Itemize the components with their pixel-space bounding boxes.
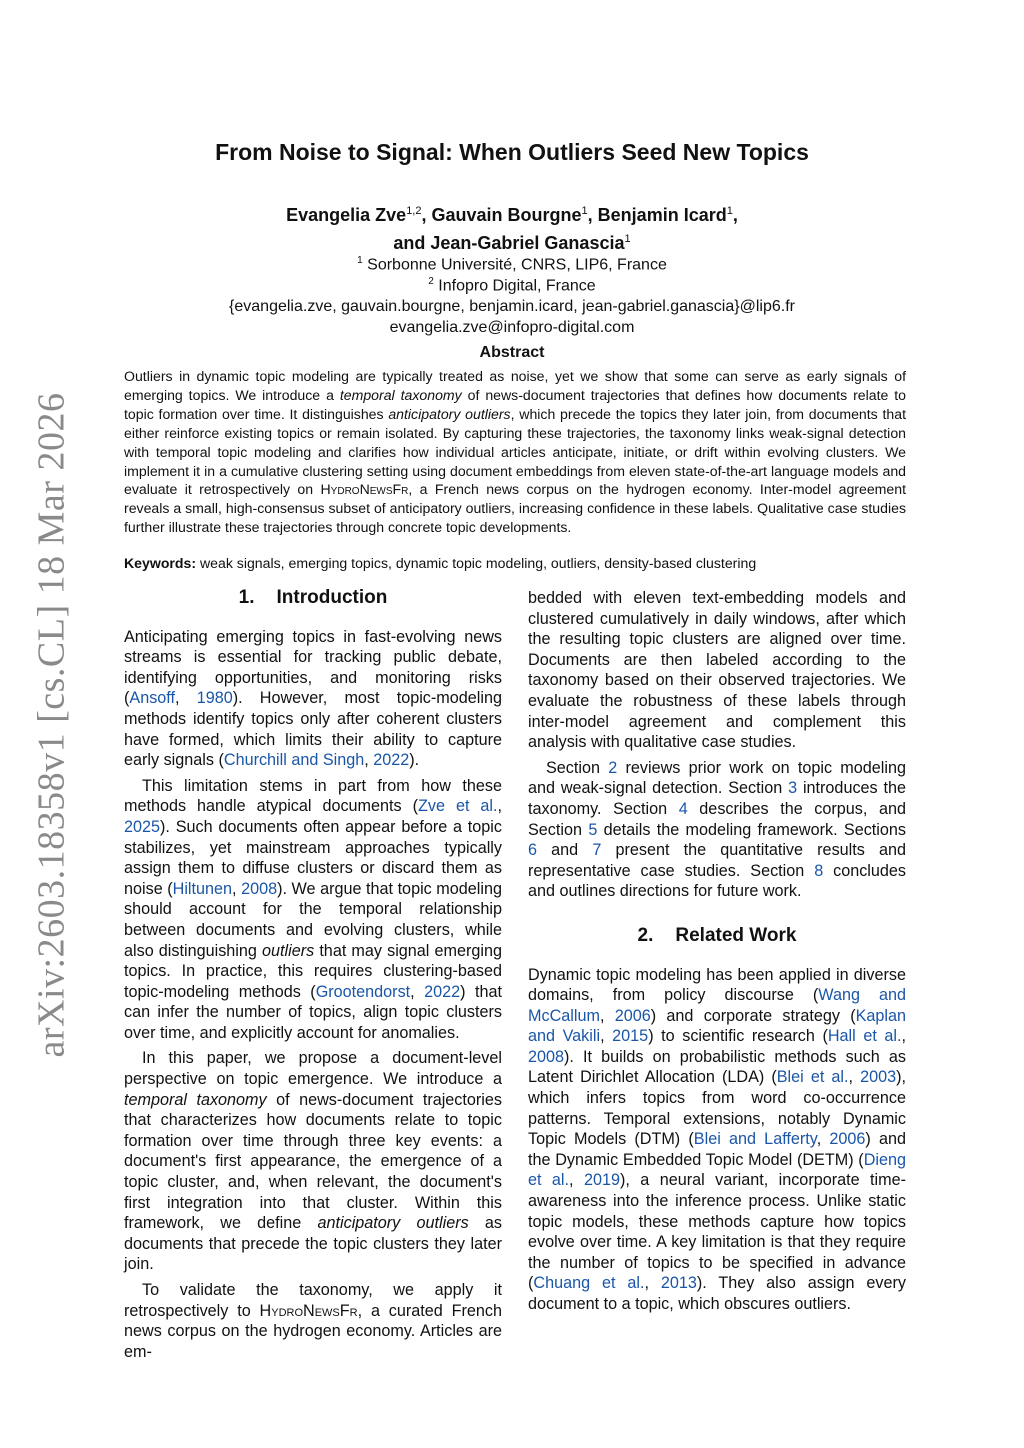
text: ) and the Dynamic Embedded Topic Model (DETM) ( [528,1130,906,1169]
citation-link[interactable]: 2025 [124,817,161,836]
author-name: Gauvain Bourgne [431,205,582,225]
citation-link[interactable]: Churchill and Singh [223,751,365,770]
text: Section [546,758,609,777]
citation-link[interactable]: 2003 [860,1068,897,1087]
author-affil-mark: 1 [581,205,588,217]
citation-link[interactable]: 2022 [424,982,461,1001]
citation-link[interactable]: Hiltunen [172,879,233,898]
arxiv-id: arXiv:2603.18358v1 [cs.CL] 18 Mar 2026 [30,392,73,1058]
text: details the modeling framework. Sections [597,820,906,839]
citation-link[interactable]: Kaplan and Vakili [528,1006,907,1046]
column-right [528,588,906,1320]
citation-link[interactable]: Ansoff [129,689,175,708]
section-number: 1. [238,587,255,608]
keywords-label: Keywords: [124,555,197,571]
text: ). However, most topic-modeling methods identify topics only after coherent clusters have formed, which limits their ability to capture early signals ( [124,689,502,770]
text: This limitation stems in part from how these methods handle atypical documents ( [124,776,502,816]
text: ) that can infer the number of topics, align topic clusters over time, and explicitly account for anomalies. [124,982,503,1042]
text: ) to scientific research ( [648,1027,828,1046]
email-line-1: {evangelia.zve, gauvain.bourgne, benjamin.icard, jean-gabriel.ganascia}@lip6.fr [229,298,795,315]
affiliation-text: Sorbonne Université, CNRS, LIP6, France [367,256,667,274]
section-number: 2. [637,924,654,946]
text: present the quantitative results and representative case studies. Section [528,841,906,880]
author-affil-mark: 1 [726,205,733,217]
text: ). We argue that topic modeling should account for the temporal relationship between documents and evolving clusters, while also distinguishing [124,879,502,960]
author-affil-mark: 1 [624,233,631,245]
text: , [364,751,374,770]
text-flow-to-right-column: , a curated French news corpus on the hydrogen economy. Articles are em- [124,1301,502,1361]
affiliation-number: 1 [357,255,363,266]
citation-link[interactable]: 2022 [373,751,410,770]
text: , [816,1130,830,1149]
citation-link[interactable]: 2008 [528,1047,565,1066]
abstract-heading: Abstract [479,344,545,361]
citation-link[interactable]: Blei and Lafferty [693,1130,817,1149]
text: ), which infers topics from word co-occurrence patterns. Temporal extensions, notably Dynamic Topic Models (DTM) ( [528,1068,906,1149]
author-separator: , [587,205,598,225]
abstract-emphasis: temporal taxonomy [339,386,462,403]
text: concludes and outlines directions for future work. [528,861,907,901]
keywords [124,554,906,573]
citation-link[interactable]: 2006 [614,1006,651,1025]
citation-link[interactable]: Zve et al. [418,797,498,816]
text: ), a neural variant, incorporate time-awareness into the inference process. Unlike static topic models, these methods capture how topics evolve over time. A key limitation is that they require the number of topics to be specified in advance ( [528,1171,906,1293]
section-ref-link[interactable]: 2 [608,758,618,777]
text: ). It builds on probabilistic methods such as Latent Dirichlet Allocation (LDA) ( [528,1047,906,1087]
abstract-emphasis: anticipatory outliers [388,405,511,422]
citation-link[interactable]: Hall et al. [827,1027,902,1046]
abstract-text: , a French news corpus on the hydrogen economy. Inter-model agreement reveals a small, high-consensus subset of anticipatory outliers, increasing confidence in these labels. Qualitative case studies further illustrate these trajectories through concrete topic developments. [124,481,907,536]
intro-paragraph-5 [528,758,906,902]
intro-paragraph-3 [124,1048,502,1275]
citation-link[interactable]: 2006 [829,1130,866,1149]
text: , [599,1006,615,1025]
affiliation-number: 2 [428,276,434,287]
citation-link[interactable]: 2013 [660,1274,697,1293]
author-separator: , [421,205,432,225]
emphasis: temporal taxonomy [124,1090,267,1109]
citation-link[interactable]: 1980 [196,689,233,708]
related-paragraph-1 [528,965,906,1315]
section-title: Related Work [675,924,797,946]
citation-link[interactable]: Chuang et al. [533,1274,645,1293]
intro-paragraph-2 [124,776,502,1044]
text: ). They also assign every document to a topic, which obscures outliers. [528,1274,906,1313]
section-heading-related-work [528,926,906,947]
citation-link[interactable]: Dieng et al. [528,1150,906,1190]
text: , [569,1171,584,1190]
emphasis: anticipatory outliers [317,1214,469,1233]
text: that may signal emerging topics. In practice, this requires clustering-based topic-modeling methods ( [124,941,503,1001]
text: describes the corpus, and Section [528,799,906,839]
citation-link[interactable]: 2015 [612,1027,649,1046]
author-name: and Jean-Gabriel Ganascia [393,233,625,253]
text: , [497,797,502,816]
abstract-text: of news-document trajectories that defines how documents relate to topic formation over time. It distinguishes [124,386,907,422]
text: , [848,1068,861,1087]
text: , [644,1274,661,1293]
text: In this paper, we propose a document-level perspective on topic emergence. We introduce a [124,1049,502,1089]
section-title: Introduction [276,587,388,608]
citation-link[interactable]: 2019 [583,1171,620,1190]
text: bedded with eleven text-embedding models and clustered cumulatively in daily windows, after which the resulting topic clusters are aligned over time. Documents are then labeled according to the taxonomy based on their observed trajectories. We evaluate the robustness of these labels through inter-model agreement and complement this analysis with qualitative case studies. [528,589,906,752]
citation-link[interactable]: Grootendorst [315,982,411,1001]
text: and [537,841,593,860]
author-affil-mark: 1,2 [406,205,422,217]
corpus-name: HydroNewsFr [259,1301,358,1320]
author-name: Benjamin Icard [597,205,727,225]
email-line-2: evangelia.zve@infopro-digital.com [389,319,635,336]
author-name: Evangelia Zve [286,205,407,225]
text: , [901,1027,907,1046]
text: introduces the taxonomy. Section [528,779,906,818]
paper-title: From Noise to Signal: When Outliers Seed New Topics [215,139,809,165]
section-ref-link[interactable]: 8 [814,861,824,880]
intro-paragraph-1 [124,627,502,771]
author-separator: , [732,205,738,225]
text: ). [409,751,420,770]
corpus-name: HydroNewsFr [320,481,409,498]
affiliation-2 [0,271,1024,296]
text: of news-document trajectories that characterizes how documents relate to topic formation over time through three key events: a document's first appearance, the emergence of a topic cluster, and, when relevant, the document's first integration into that cluster. Within this framework, we define [124,1090,502,1233]
abstract-text: Outliers in dynamic topic modeling are typically treated as noise, yet we show that some can serve as early signals of emerging topics. We introduce a [124,368,906,403]
text: ). Such documents often appear before a topic stabilizes, yet mainstream approaches typically assign them to diffuse clusters or discard them as noise ( [124,817,502,898]
citation-link[interactable]: 2008 [241,879,278,898]
text: Anticipating emerging topics in fast-evolving news streams is essential for tracking public debate, identifying opportunities, and monitoring risks ( [124,627,502,708]
text: reviews prior work on topic modeling and weak-signal detection. Section [528,758,906,798]
section-ref-link[interactable]: 4 [678,799,688,818]
section-ref-link[interactable]: 3 [788,779,798,798]
affiliation-text: Infopro Digital, France [438,277,596,295]
intro-paragraph-4-start [124,1280,502,1362]
author-list [0,199,1024,255]
text: , [410,982,425,1001]
section-ref-link[interactable]: 6 [528,841,538,860]
arxiv-sidebar-stamp [26,392,76,1058]
text: To validate the taxonomy, we apply it retrospectively to [124,1281,502,1320]
text: as documents that precede the topic clusters they later join. [124,1214,502,1274]
keywords-text: weak signals, emerging topics, dynamic topic modeling, outliers, density-based clustering [196,555,757,571]
text: , [175,689,197,708]
section-ref-link[interactable]: 5 [588,820,598,839]
column-left [124,588,502,1362]
citation-link[interactable]: Blei et al. [776,1068,849,1087]
section-ref-link[interactable]: 7 [592,841,602,860]
text: Dynamic topic modeling has been applied in diverse domains, from policy discourse ( [528,965,906,1005]
intro-paragraph-4-continued [528,588,906,753]
abstract-body [124,367,906,537]
citation-link[interactable]: Wang and McCallum [528,986,906,1025]
text: ) and corporate strategy ( [650,1006,856,1025]
text: , [600,1027,613,1046]
abstract-text: , which precede the topics they later join, from documents that either reinforce existing topics or remain isolated. By capturing these trajectories, the taxonomy links weak-signal detection with temporal topic modeling and clarifies how individual articles anticipate, initiate, or drift within evolving clusters. We implement it in a cumulative clustering setting using document embeddings from eleven state-of-the-art language models and evaluate it retrospectively on [124,405,906,498]
emphasis: outliers [262,941,315,960]
section-heading-introduction [124,588,502,609]
text: , [232,879,242,898]
